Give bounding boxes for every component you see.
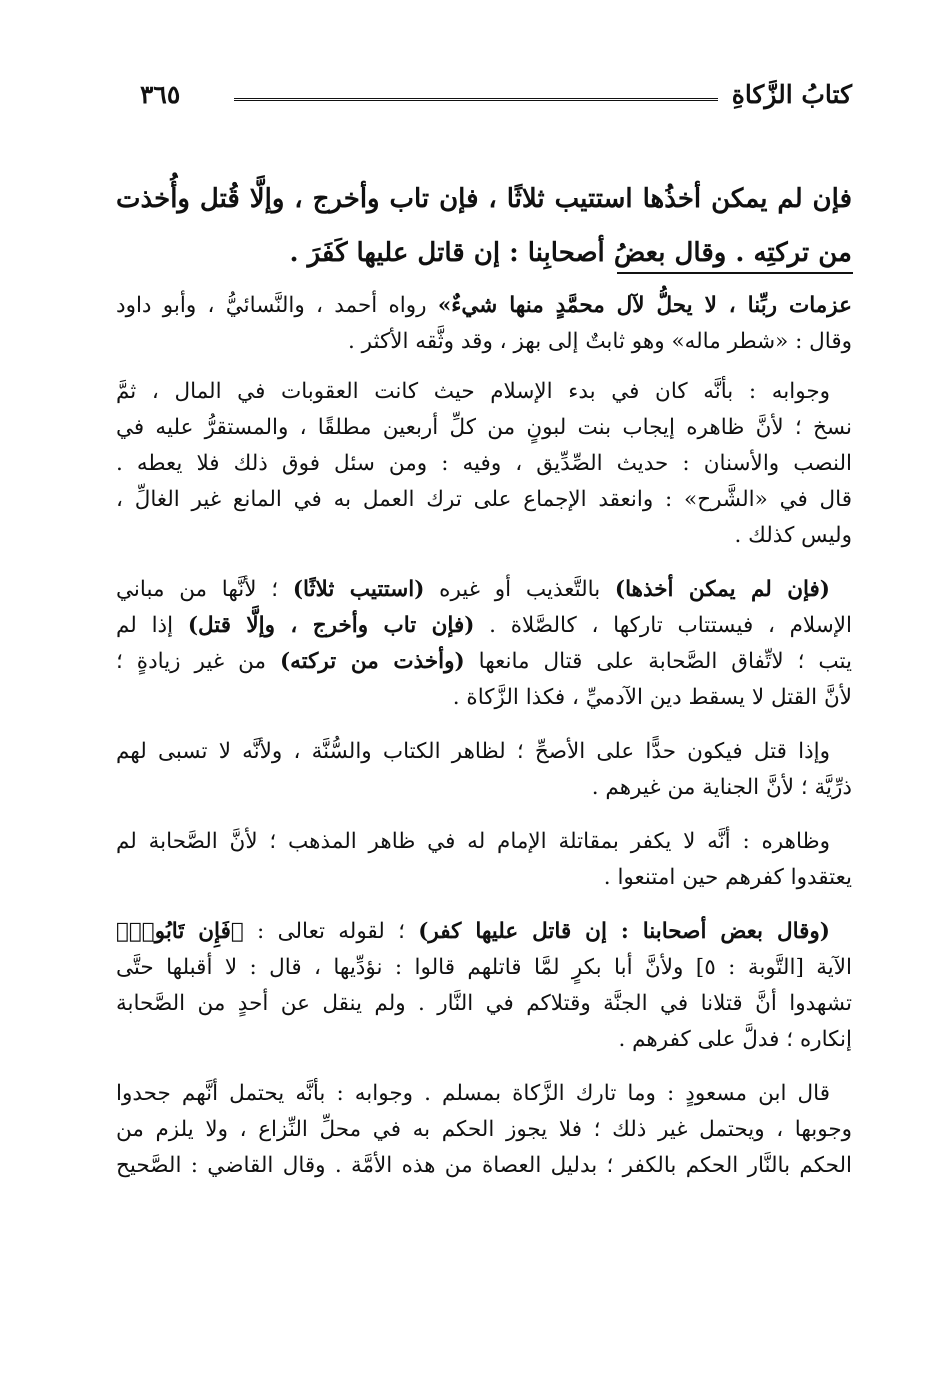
text-run: من غير زيادةٍ ؛ [116, 649, 280, 674]
text-line: تشهدوا أنَّ قتلانا في الجنَّة وقتلاكم في النَّار . ولم ينقل عن أحدٍ من الصَّحابة [116, 991, 852, 1016]
text-line [116, 914, 852, 950]
text-line: النصب والأسنان : حديث الصِّدِّيق ، وفيه : ومن سئل فوق ذلك فلا يعطه . [116, 451, 852, 476]
text-line [116, 572, 852, 608]
bold-phrase: (فإن لم يمكن أخذها) [614, 577, 830, 602]
text-line: نسخ ؛ لأنَّ ظاهره إيجاب بنت لبونٍ من كلِّ أربعين مطلقًا ، والمستقرُّ عليه في [116, 415, 852, 440]
text-line: وجوابه : بأنَّه كان في بدء الإسلام حيث كانت العقوبات في المال ، ثمَّ [116, 379, 830, 404]
text-run: رواه أحمد ، والنَّسائيُّ ، وأبو داود [116, 293, 438, 318]
text-line: الحكم بالنَّار الحكم بالكفر ؛ بدليل العصاة من هذه الأمَّة . وقال القاضي : الصَّحيح [116, 1153, 852, 1178]
text-run: ؛ لأنَّها من مباني [116, 577, 293, 602]
quran-quote: ﴿فَإِن تَابُوا۟﴾ [116, 919, 244, 944]
text-run: يتب ؛ لاتِّفاق الصَّحابة على قتال مانعها [464, 649, 852, 674]
bold-phrase: (فإن تاب وأخرج ، وإلَّا قتل) [187, 613, 475, 638]
text-line: قال في «الشَّرح» : وانعقد الإجماع على ترك العمل به في المانع غير الغالِّ ، [116, 487, 852, 512]
paragraph [116, 914, 852, 1058]
matn-text [116, 172, 852, 280]
commentary-text [116, 288, 852, 1198]
text-line: وقال : «شطر ماله» وهو ثابتٌ إلى بهز ، وقد وثَّقه الأكثر . [347, 329, 852, 354]
bold-phrase: عزمات ربِّنا ، لا يحلُّ لآل محمَّدٍ منها شيءٌ» [437, 293, 852, 318]
text-line [116, 644, 852, 680]
running-title: كتابُ الزَّكاةِ [731, 80, 852, 109]
text-run: إذا لم [116, 613, 188, 638]
paragraph [116, 374, 852, 554]
text-run: بالتَّعذيب أو غيره [424, 577, 615, 602]
text-run: ؛ لقوله تعالى : [243, 919, 419, 944]
paragraph [116, 734, 852, 806]
text-line: يعتقدوا كفرهم حين امتنعوا . [603, 865, 852, 890]
commentary-separator [617, 272, 853, 274]
text-line [116, 608, 852, 644]
header-rule [234, 98, 718, 101]
matn-line: فإن لم يمكن أخذُها استتيب ثلاثًا ، فإن تاب وأخرج ، وإلَّا قُتل وأُخذت [116, 184, 852, 214]
text-line: وإذا قتل فيكون حدًّا على الأصحِّ ؛ لظاهر الكتاب والسُّنَّة ، ولأنَّه لا تسبى لهم [116, 739, 830, 764]
text-line: الآية [التَّوبة : ٥] ولأنَّ أبا بكرٍ لمَّا قاتلهم قالوا : نؤدِّيها ، قال : لا أقبلها حتَّى [116, 955, 852, 980]
page-number: ٣٦٥ [140, 80, 181, 109]
text-line: لأنَّ القتل لا يسقط دين الآدميِّ ، فكذا الزَّكاة . [452, 685, 852, 710]
text-line: وليس كذلك . [734, 523, 852, 548]
text-line: وجوبها ، ويحتمل غير ذلك ؛ فلا يجوز الحكم به في محلِّ النِّزاع ، ولا يلزم من [116, 1117, 852, 1142]
text-line: وظاهره : أنَّه لا يكفر بمقاتلة الإمام له في ظاهر المذهب ؛ لأنَّ الصَّحابة لم [116, 829, 830, 854]
matn-line: من تركتِه . وقال بعضُ أصحابِنا : إن قاتل عليها كَفَرَ . [289, 238, 852, 268]
bold-phrase: (وأخذت من تركته) [279, 649, 465, 674]
paragraph [116, 572, 852, 716]
text-line: ذرِّيَّة ؛ لأنَّ الجناية من غيرهم . [591, 775, 852, 800]
paragraph [116, 824, 852, 896]
paragraph [116, 288, 852, 360]
text-line: إنكاره ؛ فدلَّ على كفرهم . [618, 1027, 852, 1052]
text-line: قال ابن مسعودٍ : وما تارك الزَّكاة بمسلم . وجوابه : بأنَّه يحتمل أنَّهم جحدوا [116, 1081, 830, 1106]
text-run: الإسلام ، فيستتاب تاركها ، كالصَّلاة . [474, 613, 852, 638]
paragraph [116, 1076, 852, 1184]
text-line [116, 288, 852, 324]
bold-phrase: (وقال بعض أصحابنا : إن قاتل عليها كفر) [418, 919, 830, 944]
page-header [140, 80, 852, 120]
bold-phrase: (استتيب ثلاثًا) [292, 577, 425, 602]
